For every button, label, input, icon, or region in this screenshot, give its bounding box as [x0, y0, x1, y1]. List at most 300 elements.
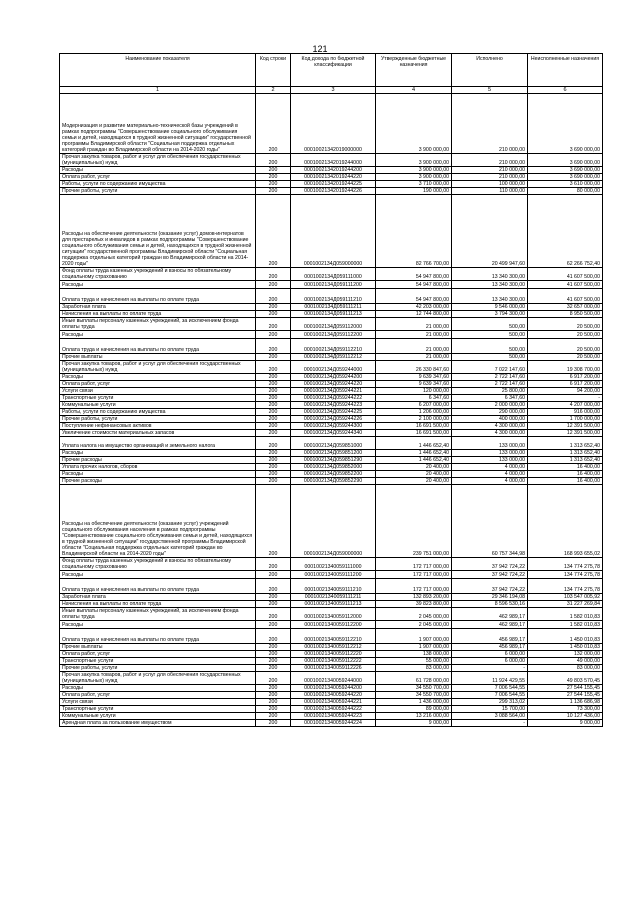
- cell-unexecuted: 4 207 000,00: [528, 402, 603, 409]
- cell-executed: 2 722 147,60: [452, 381, 528, 388]
- cell-line-code: 200: [256, 672, 291, 685]
- cell-line-code: 200: [256, 692, 291, 699]
- cell-name: Прочая закупка товаров, работ и услуг для обеспечения государственных (муниципальных) нужд: [60, 154, 256, 167]
- cell-name: Прочие работы, услуги: [60, 188, 256, 195]
- cell-executed: 500,00: [452, 331, 528, 339]
- cell-executed: 20 499 947,60: [452, 195, 528, 268]
- table-row: [60, 644, 603, 651]
- table-row: [60, 268, 603, 281]
- cell-executed: 13 340 300,00: [452, 281, 528, 289]
- col-num-1: 1: [60, 87, 256, 94]
- cell-line-code: 200: [256, 354, 291, 361]
- cell-line-code: 200: [256, 331, 291, 339]
- cell-line-code: 200: [256, 720, 291, 727]
- cell-name: Прочие расходы: [60, 457, 256, 464]
- cell-name: Прочая закупка товаров, работ и услуг для обеспечения государственных (муниципальных) нужд: [60, 361, 256, 374]
- cell-income-code: 00010021340059111200: [291, 571, 376, 579]
- cell-name: Иные выплаты персоналу казенных учреждений, за исключением фонда оплаты труда: [60, 318, 256, 331]
- col-num-2: 2: [256, 87, 291, 94]
- cell-name: Увеличение стоимости материальных запасов: [60, 430, 256, 437]
- cell-unexecuted: 1 136 686,98: [528, 699, 603, 706]
- cell-line-code: 200: [256, 311, 291, 318]
- cell-unexecuted: 1 450 010,83: [528, 644, 603, 651]
- table-row: [60, 174, 603, 181]
- cell-line-code: 200: [256, 658, 291, 665]
- cell-name: Прочие выплаты: [60, 354, 256, 361]
- cell-income-code: 00010021340059244222: [291, 706, 376, 713]
- cell-executed: 8 596 530,16: [452, 601, 528, 608]
- cell-approved: 1 907 000,00: [376, 644, 452, 651]
- cell-unexecuted: 3 690 000,00: [528, 154, 603, 167]
- cell-name: Фонд оплаты труда казенных учреждений и взносы по обязательному социальному страхованию: [60, 268, 256, 281]
- cell-name: Расходы на обеспечение деятельности (оказание услуг) домов-интернатов для престарелых и инвалидов в рамках подпрограммы "Совершенствование социального обслуживания семьи и детей, находящихся в трудной жизненной ситуации" государственной программы Владимирской области "Социальная поддержка отдельных категорий граждан во Владимирской области на 2014-2020 годы": [60, 195, 256, 268]
- header-name: Наименование показателя: [60, 54, 256, 87]
- cell-executed: 400 000,00: [452, 416, 528, 423]
- table-row: [60, 437, 603, 450]
- cell-unexecuted: 20 500,00: [528, 339, 603, 354]
- cell-line-code: 200: [256, 471, 291, 478]
- cell-line-code: 200: [256, 485, 291, 558]
- cell-name: Коммунальные услуги: [60, 402, 256, 409]
- cell-income-code: 0001002134Д059244000: [291, 361, 376, 374]
- cell-executed: 110 000,00: [452, 188, 528, 195]
- cell-approved: 54 947 800,00: [376, 281, 452, 289]
- table-header: [60, 54, 603, 94]
- cell-income-code: 00010021342019000000: [291, 94, 376, 154]
- page-number: 121: [312, 44, 328, 54]
- cell-income-code: 0001002134Д059851200: [291, 450, 376, 457]
- cell-approved: 172 717 000,00: [376, 558, 452, 571]
- cell-approved: 3 710 000,00: [376, 181, 452, 188]
- cell-income-code: 0001002134Д059244223: [291, 402, 376, 409]
- table-row: [60, 478, 603, 485]
- cell-executed: 4 300 000,00: [452, 430, 528, 437]
- cell-name: Расходы на обеспечение деятельности (оказание услуг) учреждений социального обслуживания населения в рамках подпрограммы "Совершенствование социального обслуживания семьи и детей, находящихся в трудной жизненной ситуации" государственной программы Владимирской области "Социальная поддержка отдельных категорий граждан во Владимирской области на 2014-2020 годы": [60, 485, 256, 558]
- cell-approved: 20 400,00: [376, 478, 452, 485]
- cell-executed: 9 546 000,00: [452, 304, 528, 311]
- cell-approved: 1 446 652,40: [376, 450, 452, 457]
- cell-income-code: 0001002134Д059111213: [291, 311, 376, 318]
- cell-unexecuted: 10 127 436,00: [528, 713, 603, 720]
- cell-line-code: 200: [256, 450, 291, 457]
- cell-income-code: 00010021340059112220: [291, 651, 376, 658]
- cell-unexecuted: 3 690 000,00: [528, 174, 603, 181]
- cell-line-code: 200: [256, 706, 291, 713]
- table-row: [60, 331, 603, 339]
- cell-approved: 2 045 000,00: [376, 608, 452, 621]
- cell-name: Поступление нефинансовых активов: [60, 423, 256, 430]
- cell-income-code: 00010021342019244000: [291, 154, 376, 167]
- cell-unexecuted: 1 582 010,83: [528, 608, 603, 621]
- cell-line-code: 200: [256, 478, 291, 485]
- cell-line-code: 200: [256, 423, 291, 430]
- cell-income-code: 00010021340059111210: [291, 579, 376, 594]
- col-num-6: 6: [528, 87, 603, 94]
- table-row: [60, 692, 603, 699]
- table-row: [60, 304, 603, 311]
- cell-unexecuted: 16 400,00: [528, 478, 603, 485]
- cell-name: Прочие работы, услуги: [60, 416, 256, 423]
- cell-executed: 4 000,00: [452, 471, 528, 478]
- cell-unexecuted: 83 000,00: [528, 665, 603, 672]
- cell-approved: 3 900 000,00: [376, 174, 452, 181]
- cell-executed: 133 000,00: [452, 457, 528, 464]
- cell-unexecuted: 41 607 500,00: [528, 268, 603, 281]
- cell-name: Начисления на выплаты по оплате труда: [60, 311, 256, 318]
- cell-income-code: 0001002134Д059111200: [291, 281, 376, 289]
- table-row: [60, 601, 603, 608]
- cell-executed: 4 300 000,00: [452, 423, 528, 430]
- cell-line-code: 200: [256, 361, 291, 374]
- cell-approved: 6 347,60: [376, 395, 452, 402]
- table-row: [60, 579, 603, 594]
- cell-approved: 1 446 652,40: [376, 437, 452, 450]
- cell-line-code: 200: [256, 339, 291, 354]
- cell-executed: 133 000,00: [452, 450, 528, 457]
- cell-approved: 3 900 000,00: [376, 167, 452, 174]
- cell-line-code: 200: [256, 457, 291, 464]
- cell-approved: 1 446 652,40: [376, 457, 452, 464]
- cell-income-code: 00010021342019244226: [291, 188, 376, 195]
- table-row: [60, 381, 603, 388]
- table-row: [60, 621, 603, 629]
- cell-unexecuted: 1 582 010,83: [528, 621, 603, 629]
- cell-unexecuted: 132 000,00: [528, 651, 603, 658]
- cell-unexecuted: 8 950 500,00: [528, 311, 603, 318]
- cell-income-code: 0001002134Д059112210: [291, 339, 376, 354]
- table-row: [60, 281, 603, 289]
- cell-approved: 83 000,00: [376, 665, 452, 672]
- table-row: [60, 181, 603, 188]
- cell-approved: 12 744 800,00: [376, 311, 452, 318]
- cell-line-code: 200: [256, 651, 291, 658]
- table-row: [60, 629, 603, 644]
- cell-unexecuted: 49 803 570,45: [528, 672, 603, 685]
- cell-executed: 6 000,00: [452, 658, 528, 665]
- cell-unexecuted: 1 450 010,83: [528, 629, 603, 644]
- cell-approved: 55 000,00: [376, 658, 452, 665]
- cell-name: Расходы: [60, 571, 256, 579]
- cell-executed: 37 942 724,22: [452, 579, 528, 594]
- header-row: [60, 54, 603, 87]
- cell-income-code: 0001002134Д059244226: [291, 416, 376, 423]
- cell-name: Прочие расходы: [60, 478, 256, 485]
- cell-line-code: 200: [256, 94, 291, 154]
- cell-unexecuted: 9 000,00: [528, 720, 603, 727]
- cell-line-code: 200: [256, 571, 291, 579]
- cell-line-code: 200: [256, 402, 291, 409]
- cell-unexecuted: 20 500,00: [528, 331, 603, 339]
- cell-income-code: 00010021340059112200: [291, 621, 376, 629]
- cell-income-code: 0001002134Д059852290: [291, 478, 376, 485]
- table-row: [60, 361, 603, 374]
- cell-executed: 500,00: [452, 318, 528, 331]
- cell-unexecuted: 62 266 752,40: [528, 195, 603, 268]
- table-row: [60, 672, 603, 685]
- cell-executed: 133 000,00: [452, 437, 528, 450]
- cell-unexecuted: 916 000,00: [528, 409, 603, 416]
- cell-approved: 89 000,00: [376, 706, 452, 713]
- cell-name: Расходы: [60, 450, 256, 457]
- cell-income-code: 0001002134Д059851290: [291, 457, 376, 464]
- cell-approved: 20 400,00: [376, 471, 452, 478]
- cell-unexecuted: 73 300,00: [528, 706, 603, 713]
- cell-line-code: 200: [256, 713, 291, 720]
- cell-unexecuted: 134 774 275,78: [528, 571, 603, 579]
- cell-income-code: 00010021342019244220: [291, 174, 376, 181]
- cell-income-code: 0001002134Д059111211: [291, 304, 376, 311]
- cell-approved: 3 900 000,00: [376, 94, 452, 154]
- cell-executed: -: [452, 720, 528, 727]
- cell-approved: 132 893 200,00: [376, 594, 452, 601]
- cell-executed: 13 340 300,00: [452, 268, 528, 281]
- cell-income-code: 00010021340059244221: [291, 699, 376, 706]
- cell-line-code: 200: [256, 629, 291, 644]
- cell-line-code: 200: [256, 181, 291, 188]
- cell-line-code: 200: [256, 409, 291, 416]
- cell-name: Оплата труда и начисления на выплаты по оплате труда: [60, 339, 256, 354]
- table-row: [60, 651, 603, 658]
- table-row: [60, 402, 603, 409]
- table-row: [60, 608, 603, 621]
- col-num-4: 4: [376, 87, 452, 94]
- column-number-row: [60, 87, 603, 94]
- cell-approved: 34 550 700,00: [376, 692, 452, 699]
- cell-income-code: 00010021340059244224: [291, 720, 376, 727]
- cell-name: Начисления на выплаты по оплате труда: [60, 601, 256, 608]
- cell-income-code: 0001002134Д059244200: [291, 374, 376, 381]
- cell-executed: 7 006 544,55: [452, 685, 528, 692]
- cell-approved: 21 000,00: [376, 318, 452, 331]
- cell-name: Модернизация и развитие материально-технической базы учреждений в рамках подпрограммы "Совершенствование социального обслуживания семьи и детей, находящихся в трудной жизненной ситуации" государственной программы Владимирской области "Социальная поддержка отдельных категорий граждан во Владимирской области на 2014-2020 годы": [60, 94, 256, 154]
- table-row: [60, 471, 603, 478]
- cell-income-code: 0001002134Д059244222: [291, 395, 376, 402]
- cell-name: Расходы: [60, 167, 256, 174]
- table-row: [60, 699, 603, 706]
- cell-name: Расходы: [60, 621, 256, 629]
- cell-executed: -: [452, 665, 528, 672]
- cell-executed: 11 924 429,55: [452, 672, 528, 685]
- cell-income-code: 00010021340059112222: [291, 658, 376, 665]
- col-num-3: 3: [291, 87, 376, 94]
- table-row: [60, 464, 603, 471]
- cell-executed: 7 006 544,55: [452, 692, 528, 699]
- cell-name: Расходы: [60, 471, 256, 478]
- cell-approved: 54 947 800,00: [376, 268, 452, 281]
- header-line-code: Код строки: [256, 54, 291, 87]
- cell-executed: 100 000,00: [452, 181, 528, 188]
- cell-unexecuted: 134 774 275,78: [528, 558, 603, 571]
- cell-name: Арендная плата за пользование имуществом: [60, 720, 256, 727]
- cell-unexecuted: 94 200,00: [528, 388, 603, 395]
- cell-name: Оплата работ, услуг: [60, 651, 256, 658]
- table-row: [60, 450, 603, 457]
- cell-unexecuted: 19 308 700,00: [528, 361, 603, 374]
- cell-executed: 210 000,00: [452, 94, 528, 154]
- cell-unexecuted: 41 607 500,00: [528, 289, 603, 304]
- cell-line-code: 200: [256, 374, 291, 381]
- cell-name: Услуги связи: [60, 699, 256, 706]
- cell-executed: 37 942 724,22: [452, 571, 528, 579]
- cell-approved: 1 206 000,00: [376, 409, 452, 416]
- col-num-5: 5: [452, 87, 528, 94]
- cell-approved: 172 717 000,00: [376, 579, 452, 594]
- cell-executed: 4 000,00: [452, 464, 528, 471]
- cell-executed: 3 794 300,00: [452, 311, 528, 318]
- cell-approved: 20 400,00: [376, 464, 452, 471]
- header-executed: Исполнено: [452, 54, 528, 87]
- cell-unexecuted: 1 313 652,40: [528, 450, 603, 457]
- table-row: [60, 409, 603, 416]
- cell-executed: 462 989,17: [452, 608, 528, 621]
- table-row: [60, 594, 603, 601]
- header-unexecuted: Неисполненные назначения: [528, 54, 603, 87]
- cell-approved: 16 691 500,00: [376, 430, 452, 437]
- cell-executed: 500,00: [452, 354, 528, 361]
- cell-line-code: 200: [256, 268, 291, 281]
- cell-executed: 60 757 344,98: [452, 485, 528, 558]
- cell-line-code: 200: [256, 388, 291, 395]
- cell-executed: 290 000,00: [452, 409, 528, 416]
- cell-unexecuted: 20 500,00: [528, 318, 603, 331]
- cell-income-code: 00010021340059112212: [291, 644, 376, 651]
- cell-approved: 13 216 000,00: [376, 713, 452, 720]
- cell-executed: 210 000,00: [452, 167, 528, 174]
- cell-unexecuted: 6 917 200,00: [528, 374, 603, 381]
- cell-approved: 239 751 000,00: [376, 485, 452, 558]
- cell-unexecuted: 80 000,00: [528, 188, 603, 195]
- cell-line-code: 200: [256, 430, 291, 437]
- cell-line-code: 200: [256, 665, 291, 672]
- table-row: [60, 388, 603, 395]
- table-row: [60, 665, 603, 672]
- table-row: [60, 339, 603, 354]
- cell-unexecuted: 41 607 500,00: [528, 281, 603, 289]
- table-row: [60, 374, 603, 381]
- cell-income-code: 0001002134Д059244225: [291, 409, 376, 416]
- cell-income-code: 00010021340059244200: [291, 685, 376, 692]
- cell-income-code: 0001002134Д059244220: [291, 381, 376, 388]
- cell-name: Оплата труда и начисления на выплаты по оплате труда: [60, 629, 256, 644]
- cell-approved: 172 717 000,00: [376, 571, 452, 579]
- cell-unexecuted: -: [528, 395, 603, 402]
- cell-unexecuted: 6 917 200,00: [528, 381, 603, 388]
- cell-name: Оплата труда и начисления на выплаты по оплате труда: [60, 579, 256, 594]
- cell-executed: 15 700,00: [452, 706, 528, 713]
- cell-executed: 210 000,00: [452, 154, 528, 167]
- table-row: [60, 195, 603, 268]
- table-row: [60, 318, 603, 331]
- cell-unexecuted: 16 400,00: [528, 464, 603, 471]
- cell-approved: 6 207 000,00: [376, 402, 452, 409]
- table-row: [60, 311, 603, 318]
- cell-approved: 82 766 700,00: [376, 195, 452, 268]
- cell-income-code: 0001002134Д059244300: [291, 423, 376, 430]
- cell-name: Иные выплаты персоналу казенных учреждений, за исключением фонда оплаты труда: [60, 608, 256, 621]
- table-row: [60, 720, 603, 727]
- cell-name: Коммунальные услуги: [60, 713, 256, 720]
- table-row: [60, 558, 603, 571]
- cell-name: Уплата налога на имущество организаций и земельного налога: [60, 437, 256, 450]
- cell-income-code: 0001002134Д059112000: [291, 318, 376, 331]
- cell-line-code: 200: [256, 579, 291, 594]
- cell-executed: 7 022 147,60: [452, 361, 528, 374]
- cell-unexecuted: 134 774 275,78: [528, 579, 603, 594]
- cell-approved: 21 000,00: [376, 354, 452, 361]
- cell-unexecuted: 27 544 155,45: [528, 692, 603, 699]
- cell-executed: 4 000,00: [452, 478, 528, 485]
- cell-name: Услуги связи: [60, 388, 256, 395]
- cell-income-code: 00010021340059111213: [291, 601, 376, 608]
- cell-line-code: 200: [256, 395, 291, 402]
- table-row: [60, 154, 603, 167]
- header-approved: Утвержденные бюджетные назначения: [376, 54, 452, 87]
- cell-line-code: 200: [256, 188, 291, 195]
- table-row: [60, 94, 603, 154]
- cell-unexecuted: 49 000,00: [528, 658, 603, 665]
- cell-line-code: 200: [256, 644, 291, 651]
- cell-approved: 34 550 700,00: [376, 685, 452, 692]
- budget-table: [59, 53, 603, 727]
- cell-approved: 16 691 500,00: [376, 423, 452, 430]
- cell-executed: 456 989,17: [452, 629, 528, 644]
- cell-name: Уплата прочих налогов, сборов: [60, 464, 256, 471]
- cell-approved: 120 000,00: [376, 388, 452, 395]
- cell-income-code: 00010021340059244000: [291, 672, 376, 685]
- cell-approved: 21 000,00: [376, 339, 452, 354]
- cell-approved: 61 728 000,00: [376, 672, 452, 685]
- cell-unexecuted: 3 610 000,00: [528, 181, 603, 188]
- table-row: [60, 416, 603, 423]
- cell-line-code: 200: [256, 699, 291, 706]
- cell-line-code: 200: [256, 594, 291, 601]
- cell-unexecuted: 27 544 155,45: [528, 685, 603, 692]
- cell-income-code: 00010021340059244223: [291, 713, 376, 720]
- cell-unexecuted: 12 391 500,00: [528, 430, 603, 437]
- header-income-code: Код дохода по бюджетной классификации: [291, 54, 376, 87]
- cell-income-code: 00010021340059244220: [291, 692, 376, 699]
- cell-approved: 42 203 000,00: [376, 304, 452, 311]
- cell-unexecuted: 168 993 655,02: [528, 485, 603, 558]
- cell-name: Расходы: [60, 685, 256, 692]
- table-row: [60, 457, 603, 464]
- cell-executed: 500,00: [452, 339, 528, 354]
- cell-name: Оплата работ, услуг: [60, 381, 256, 388]
- cell-unexecuted: 1 313 652,40: [528, 437, 603, 450]
- cell-income-code: 0001002134Д059852200: [291, 471, 376, 478]
- cell-income-code: 0001002134Д059112212: [291, 354, 376, 361]
- table-row: [60, 395, 603, 402]
- cell-income-code: 0001002134Д059000000: [291, 195, 376, 268]
- cell-approved: 54 947 800,00: [376, 289, 452, 304]
- cell-line-code: 200: [256, 601, 291, 608]
- cell-executed: 462 989,17: [452, 621, 528, 629]
- cell-unexecuted: 3 690 000,00: [528, 167, 603, 174]
- cell-income-code: 0001002134Д059111210: [291, 289, 376, 304]
- cell-approved: 1 436 000,00: [376, 699, 452, 706]
- cell-line-code: 200: [256, 167, 291, 174]
- cell-name: Расходы: [60, 281, 256, 289]
- cell-income-code: 0001002134Д059851000: [291, 437, 376, 450]
- cell-line-code: 200: [256, 154, 291, 167]
- table-row: [60, 289, 603, 304]
- cell-name: Оплата работ, услуг: [60, 174, 256, 181]
- cell-executed: 13 340 300,00: [452, 289, 528, 304]
- cell-unexecuted: 20 500,00: [528, 354, 603, 361]
- cell-executed: 2 000 000,00: [452, 402, 528, 409]
- cell-name: Работы, услуги по содержанию имущества: [60, 409, 256, 416]
- cell-line-code: 200: [256, 174, 291, 181]
